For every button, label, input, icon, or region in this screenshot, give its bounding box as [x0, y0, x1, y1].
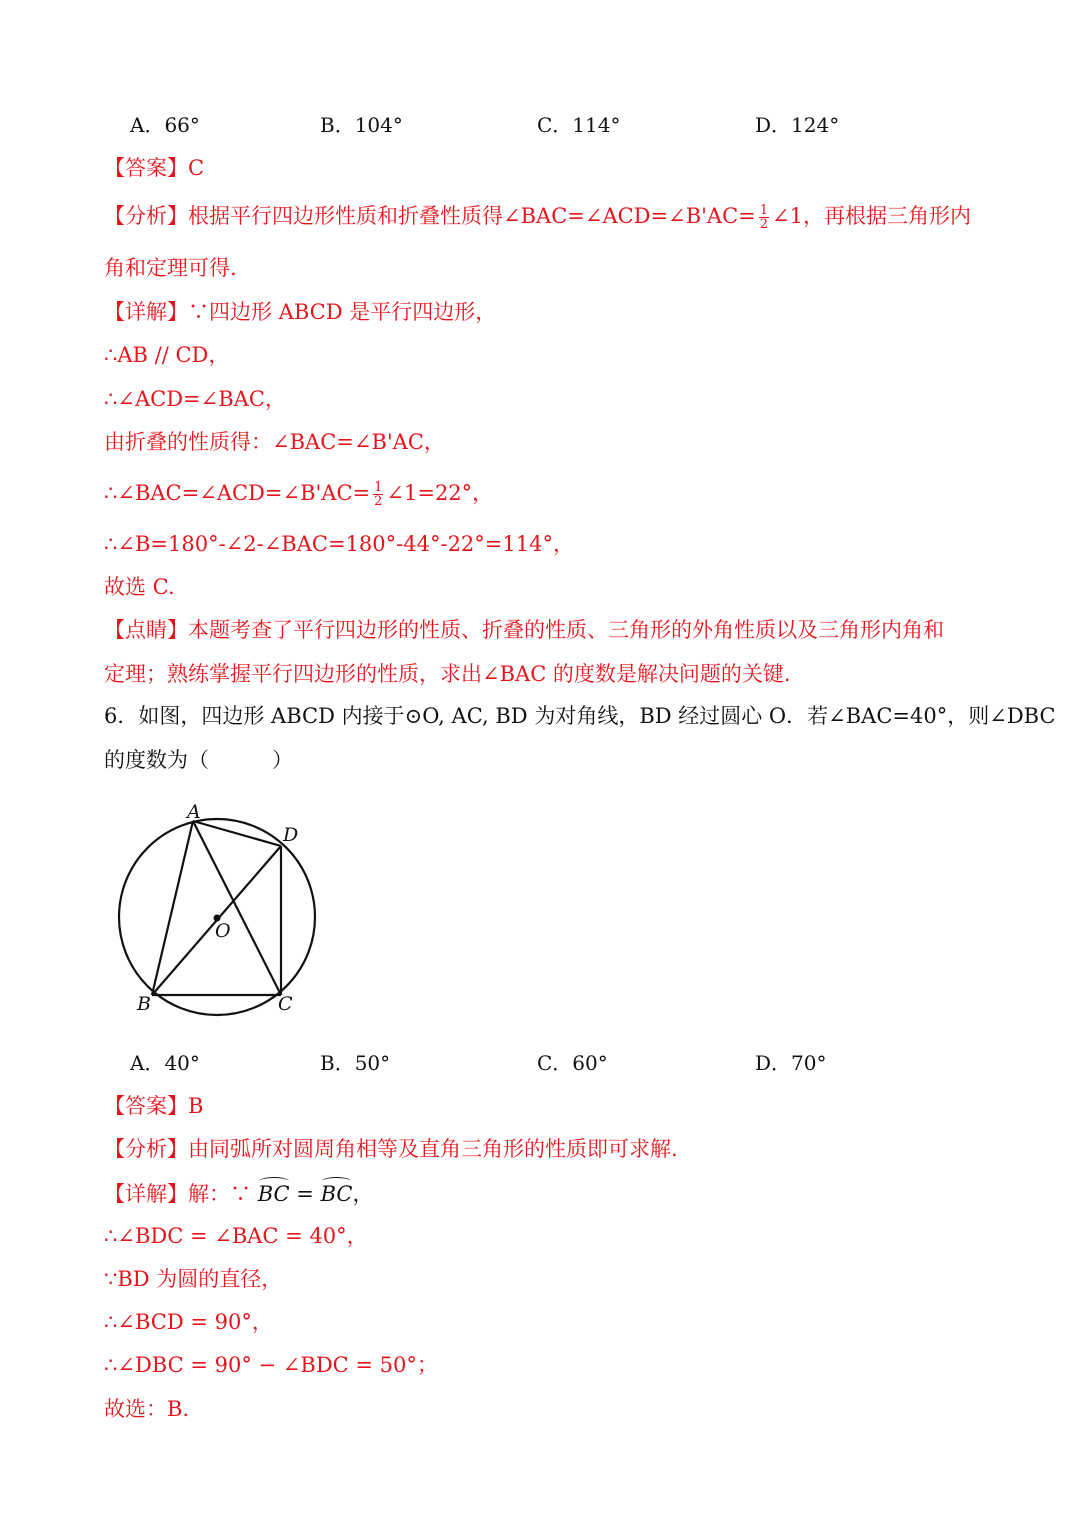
segment-ab: [152, 821, 193, 995]
arc-comma: ，: [352, 1182, 374, 1206]
half-numerator-2: 1: [374, 480, 383, 495]
q5-comment-line2: 定理；熟练掌握平行四边形的性质，求出∠BAC 的度数是解决问题的关键.: [104, 662, 791, 686]
q5-option-d: D．124°: [755, 113, 840, 137]
label-d: D: [283, 824, 299, 846]
label-a: A: [187, 801, 201, 823]
q6-step2: ∴∠BDC = ∠BAC = 40°，: [104, 1224, 368, 1248]
q6-stem-line2: 的度数为（ ）: [104, 748, 293, 772]
q5-step6: ∴∠B=180°-∠2-∠BAC=180°-44°-22°=114°，: [104, 532, 574, 556]
q6-option-a: A．40°: [130, 1051, 200, 1075]
half-fraction: [759, 204, 769, 231]
half-denominator: 2: [759, 217, 769, 232]
diagonal-ac: [193, 821, 281, 995]
q6-step6: 故选：B.: [104, 1397, 190, 1421]
q6-step3: ∵BD 为圆的直径，: [104, 1267, 283, 1291]
q5-comment-line1: 【点睛】本题考查了平行四边形的性质、折叠的性质、三角形的外角性质以及三角形内角和: [104, 618, 944, 642]
q5-step2: ∴AB // CD，: [104, 343, 230, 367]
arc-equals: =: [296, 1182, 314, 1206]
q5-step5: [104, 479, 493, 508]
q5-analysis-line2: 角和定理可得.: [104, 256, 237, 280]
half-numerator: 1: [759, 203, 769, 218]
label-o: O: [215, 920, 231, 942]
q6-detail-tag: 【详解】: [104, 1182, 188, 1206]
q5-analysis-main: 根据平行四边形性质和折叠性质得∠BAC=∠ACD=∠B'AC=: [188, 204, 756, 228]
q5-answer: 【答案】C: [104, 156, 205, 180]
q5-option-b: B．104°: [320, 113, 403, 137]
q6-step5: ∴∠DBC = 90° − ∠BDC = 50°；: [104, 1353, 438, 1377]
arc-bc-1: BC: [257, 1182, 290, 1206]
q5-detail-tag: 【详解】: [104, 300, 188, 324]
q5-step4: 由折叠的性质得：∠BAC=∠B'AC，: [104, 430, 445, 454]
q6-answer: 【答案】B: [104, 1094, 204, 1118]
q6-step4: ∴∠BCD = 90°，: [104, 1310, 273, 1334]
label-c: C: [278, 993, 293, 1015]
half-denominator-2: 2: [374, 494, 383, 509]
q5-option-a: A．66°: [130, 113, 200, 137]
q5-step7: 故选 C.: [104, 575, 175, 599]
q6-detail-lead: 解：∵: [188, 1182, 251, 1206]
circle-figure: [100, 790, 340, 1030]
q5-analysis: [104, 202, 971, 231]
q6-detail-line1: [104, 1180, 373, 1208]
q6-option-b: B．50°: [320, 1051, 391, 1075]
q5-analysis-tag: 【分析】: [104, 204, 188, 228]
q6-option-d: D．70°: [755, 1051, 827, 1075]
q6-analysis: 【分析】由同弧所对圆周角相等及直角三角形的性质即可求解.: [104, 1137, 678, 1161]
q5-analysis-tail: ∠1，再根据三角形内: [772, 204, 971, 228]
q5-detail-line1: [104, 298, 496, 326]
q5-step5-a: ∴∠BAC=∠ACD=∠B'AC=: [104, 481, 371, 505]
q5-option-c: C．114°: [537, 113, 621, 137]
arc-bc-2: BC: [320, 1182, 353, 1206]
q6-option-c: C．60°: [537, 1051, 608, 1075]
half-fraction-2: [373, 481, 383, 508]
q5-detail-text: ∵四边形 ABCD 是平行四边形，: [188, 300, 497, 324]
label-b: B: [137, 993, 151, 1015]
q5-step3: ∴∠ACD=∠BAC，: [104, 387, 286, 411]
q5-step5-b: ∠1=22°，: [386, 481, 494, 505]
q6-stem-line1: 6．如图，四边形 ABCD 内接于⊙O, AC, BD 为对角线，BD 经过圆心 O．若∠BAC=40°，则∠DBC: [104, 704, 1056, 728]
